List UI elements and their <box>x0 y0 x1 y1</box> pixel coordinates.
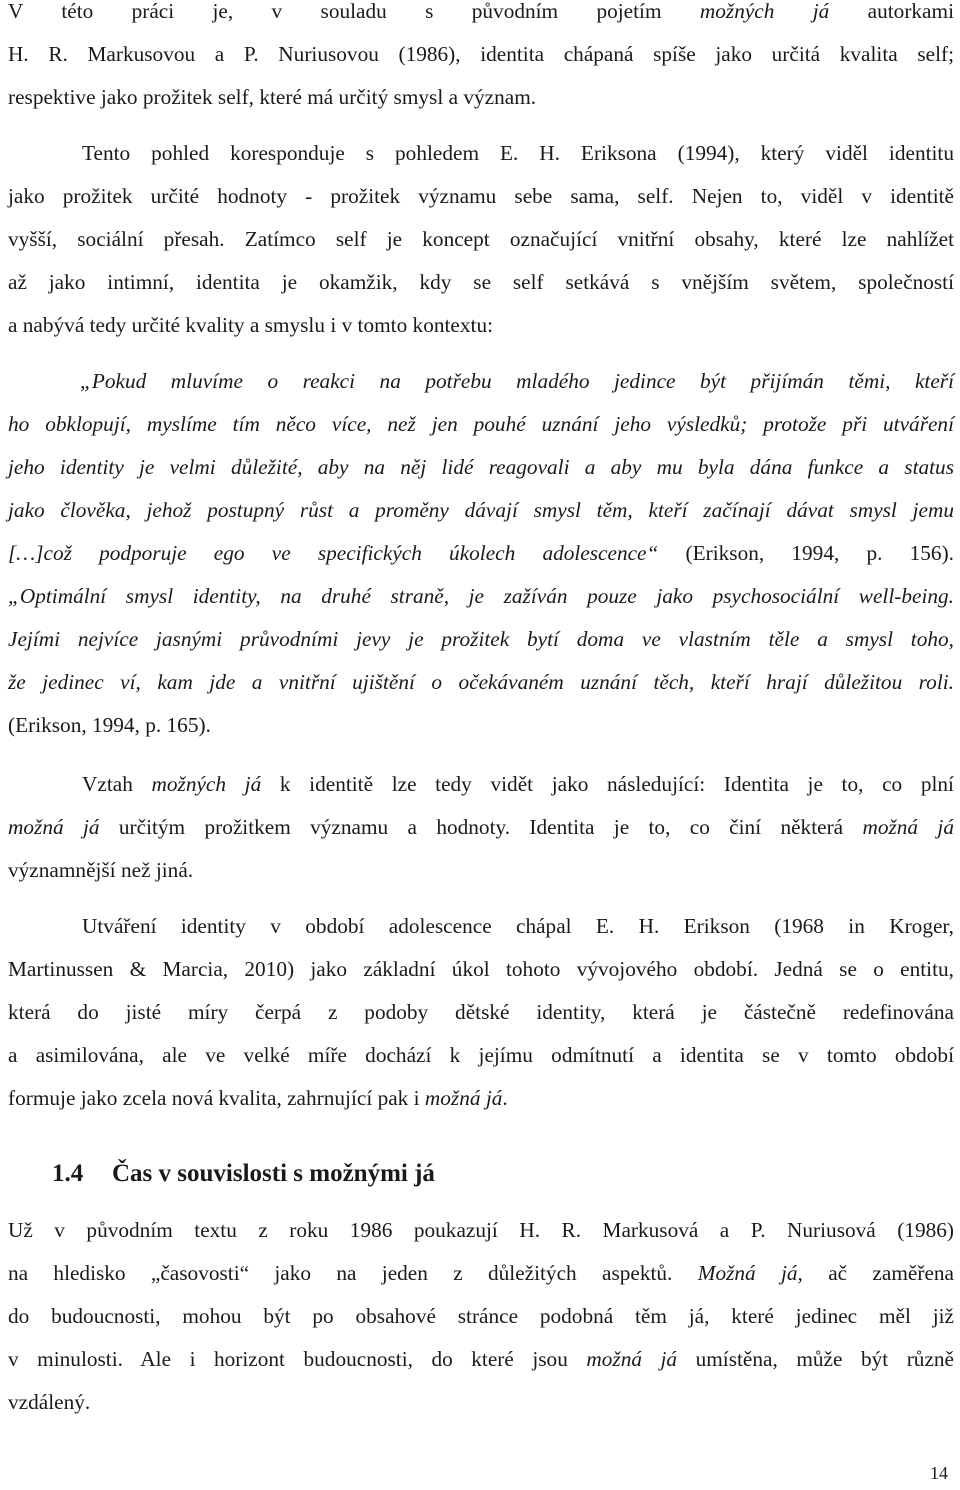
text-run: a nabývá tedy určité kvality a smyslu i v tomto kontextu: <box>8 313 494 337</box>
text-line <box>8 1295 954 1338</box>
text-run: vyšší, sociální přesah. Zatímco self je koncept označující vnitřní obsahy, které lze nahlížet <box>8 227 954 251</box>
text-line <box>8 0 954 33</box>
text-run: Tento pohled koresponduje s pohledem E. H. Eriksona (1994), který viděl identitu <box>82 141 954 165</box>
text-line <box>8 948 954 991</box>
text-line <box>8 806 954 849</box>
text-run: . <box>502 1086 508 1110</box>
paragraph-4 <box>8 905 954 1120</box>
text-run: Utváření identity v období adolescence chápal E. H. Erikson (1968 in Kroger, <box>82 914 954 938</box>
text-line <box>8 489 954 532</box>
block-quotation <box>8 360 954 747</box>
text-run: která do jisté míry čerpá z podoby dětské identity, která je částečně redefinována <box>8 1000 954 1024</box>
italic-text: možná já <box>586 1347 678 1371</box>
italic-text: […]což podporuje ego ve specifických úkolech adolescence“ <box>8 541 659 565</box>
text-line <box>8 403 954 446</box>
text-run: až jako intimní, identita je okamžik, kdy se self setkává s vnějším světem, společností <box>8 270 954 294</box>
italic-text: že jedinec ví, kam jde a vnitřní ujištění o očekávaném uznání těch, kteří hrají důležitou roli. <box>8 670 954 694</box>
text-line <box>8 704 954 747</box>
paragraph-3 <box>8 763 954 892</box>
italic-text: Možná já, <box>697 1261 803 1285</box>
text-line <box>8 991 954 1034</box>
text-run: Už v původním textu z roku 1986 poukazují H. R. Markusová a P. Nuriusová (1986) <box>8 1218 954 1242</box>
text-run: určitým prožitkem významu a hodnoty. Identita je to, co činí některá <box>99 815 863 839</box>
text-line <box>8 175 954 218</box>
section-title: Čas v souvislosti s možnými já <box>112 1160 435 1187</box>
text-line <box>8 532 954 575</box>
text-line <box>8 76 954 119</box>
paragraph-2 <box>8 132 954 347</box>
text-line <box>8 218 954 261</box>
text-run: autorkami <box>829 0 954 23</box>
italic-text: možná já <box>424 1086 503 1110</box>
italic-text: jako člověka, jehož postupný růst a proměny dávají smysl těm, kteří začínají dávat smysl jemu <box>8 498 954 522</box>
text-run: v minulosti. Ale i horizont budoucnosti, do které jsou <box>8 1347 587 1371</box>
text-run: umístěna, může být různě <box>677 1347 954 1371</box>
text-run: na hledisko „časovosti“ jako na jeden z důležitých aspektů. <box>8 1261 698 1285</box>
text-run: jako prožitek určité hodnoty - prožitek významu sebe sama, self. Nejen to, viděl v identitě <box>8 184 954 208</box>
text-line <box>8 905 954 948</box>
text-run: Vztah <box>82 772 152 796</box>
italic-text: možných já <box>699 0 830 23</box>
text-run: (Erikson, 1994, p. 156). <box>658 541 954 565</box>
text-run: k identitě lze tedy vidět jako následující: Identita je to, co plní <box>261 772 954 796</box>
text-line <box>8 849 954 892</box>
text-line <box>8 132 954 175</box>
section-number: 1.4 <box>52 1160 84 1187</box>
text-line <box>8 1381 954 1424</box>
text-run: ač zaměřena <box>802 1261 954 1285</box>
text-line <box>8 1209 954 1252</box>
text-run: Martinussen & Marcia, 2010) jako základní úkol tohoto vývojového období. Jedná se o entitu, <box>8 957 954 981</box>
section-heading <box>52 1148 435 1200</box>
italic-text: „Optimální smysl identity, na druhé straně, je zažíván pouze jako psychosociální well-being. <box>8 584 954 608</box>
text-line <box>8 618 954 661</box>
italic-text: Jejími nejvíce jasnými průvodními jevy je prožitek bytí doma ve vlastním těle a smysl toho, <box>8 627 954 651</box>
text-line <box>8 1034 954 1077</box>
text-run: respektive jako prožitek self, které má určitý smysl a význam. <box>8 85 537 109</box>
text-line <box>8 1338 954 1381</box>
text-line <box>8 763 954 806</box>
page-number: 14 <box>930 1463 948 1483</box>
text-run: do budoucnosti, mohou být po obsahové stránce podobná těm já, které jedinec měl již <box>8 1304 954 1328</box>
text-run: (Erikson, 1994, p. 165). <box>8 713 211 737</box>
paragraph-1 <box>8 0 954 119</box>
italic-text: ho obklopují, myslíme tím něco více, než jen pouhé uznání jeho výsledků; protože při utváření <box>8 412 954 436</box>
text-line <box>8 575 954 618</box>
text-line <box>8 360 954 403</box>
paragraph-5 <box>8 1209 954 1424</box>
text-line <box>8 304 954 347</box>
text-run: a asimilována, ale ve velké míře dochází k jejímu odmítnutí a identita se v tomto období <box>8 1043 954 1067</box>
text-line <box>8 661 954 704</box>
text-run: významnější než jiná. <box>8 858 194 882</box>
italic-text: možná já <box>862 815 954 839</box>
text-line <box>8 1252 954 1295</box>
text-run: V této práci je, v souladu s původním pojetím <box>8 0 700 23</box>
text-line <box>8 33 954 76</box>
text-line <box>8 1077 954 1120</box>
italic-text: „Pokud mluvíme o reakci na potřebu mladého jedince být přijímán těmi, kteří <box>80 369 954 393</box>
text-line <box>8 261 954 304</box>
italic-text: možných já <box>151 772 262 796</box>
text-run: H. R. Markusovou a P. Nuriusovou (1986), identita chápaná spíše jako určitá kvalita self; <box>8 42 954 66</box>
text-run: formuje jako zcela nová kvalita, zahrnující pak i <box>8 1086 425 1110</box>
italic-text: jeho identity je velmi důležité, aby na něj lidé reagovali a aby mu byla dána funkce a status <box>8 455 954 479</box>
text-line <box>8 446 954 489</box>
text-run: vzdálený. <box>8 1390 91 1414</box>
italic-text: možná já <box>8 815 100 839</box>
